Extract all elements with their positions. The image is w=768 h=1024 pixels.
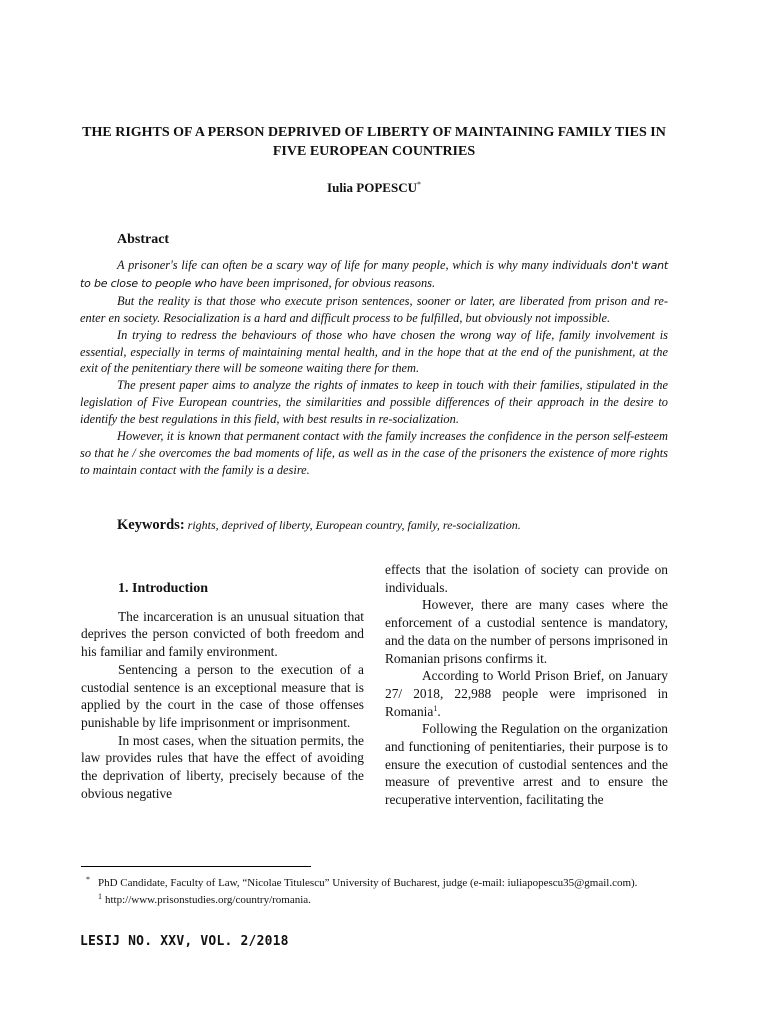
author-name: Iulia POPESCU <box>327 180 417 195</box>
footnote-mark: 1 <box>98 892 102 901</box>
body-paragraph <box>385 667 668 720</box>
keywords-values: rights, deprived of liberty, European country, family, re-socialization. <box>187 518 521 532</box>
keywords-label: Keywords: <box>117 517 185 533</box>
paper-title: THE RIGHTS OF A PERSON DEPRIVED OF LIBERTY OF MAINTAINING FAMILY TIES IN FIVE EUROPEAN COUNTRIES <box>82 125 666 159</box>
footnote-mark: * <box>86 875 90 884</box>
abstract-body <box>80 257 668 479</box>
right-column <box>385 561 668 809</box>
body-paragraph: The incarceration is an unusual situation that deprives the person convicted of both freedom and his familiar and family environment. <box>81 608 364 660</box>
left-column <box>81 561 364 802</box>
journal-footer: LESIJ NO. XXV, VOL. 2/2018 <box>80 934 289 949</box>
abstract-paragraph-3: In trying to redress the behaviours of those who have chosen the wrong way of life, family involvement is essential, especially in terms of maintaining mental health, and in the hope that at the end of the punishment, at the exit of the penitentiary there will be someone waiting there for them. <box>80 327 668 376</box>
keywords-line <box>117 517 677 534</box>
section-heading-introduction: 1. Introduction <box>118 581 208 596</box>
abstract-paragraph-2: But the reality is that those who execute prison sentences, sooner or later, are liberated from prison and re-enter en society. Resocialization is a hard and difficult process to be fulfilled, but obviously not impossible. <box>80 293 668 325</box>
footnote-link: http://www.prisonstudies.org/country/romania. <box>105 894 311 906</box>
abstract-paragraph-1 <box>80 257 668 293</box>
abstract-text: A prisoner's life can often be a scary way of life for many people, which is why many individuals <box>117 258 611 272</box>
footnote-text: PhD Candidate, Faculty of Law, “Nicolae Titulescu” University of Bucharest, judge (e-mail: iuliapopescu35@gmail.com). <box>98 877 638 889</box>
footnote-separator <box>81 866 311 867</box>
body-paragraph: In most cases, when the situation permits, the law provides rules that have the effect of avoiding the deprivation of liberty, precisely because of the obvious negative <box>81 732 364 801</box>
body-paragraph-continued: effects that the isolation of society can provide on individuals. <box>385 562 668 595</box>
author-line <box>80 180 668 196</box>
body-paragraph: However, there are many cases where the enforcement of a custodial sentence is mandatory, and the data on the number of persons imprisoned in Romanian prisons confirms it. <box>385 597 668 666</box>
body-text: . <box>437 703 441 719</box>
footnote-1 <box>80 890 668 907</box>
abstract-text: have been imprisoned, for obvious reasons. <box>216 275 436 290</box>
author-footnote-mark: * <box>416 180 421 189</box>
body-paragraph: Following the Regulation on the organization and functioning of penitentiaries, their purpose is to ensure the execution of custodial sentences and the measure of preventive arrest and to ensure the recuperative intervention, facilitating the <box>385 721 668 808</box>
footnote-author <box>80 873 668 890</box>
abstract-paragraph-5: However, it is known that permanent contact with the family increases the confidence in the person self-esteem so that he / she overcomes the bad moments of life, as well as in the case of the prisoners the existence of more rights to maintain contact with the family is a desire. <box>80 429 668 477</box>
abstract-paragraph-4: The present paper aims to analyze the rights of inmates to keep in touch with their families, stipulated in the legislation of Five European countries, the similarities and possible differences of their approach in the desire to identify the best regulations in this field, with best results in re-socialization. <box>80 378 668 427</box>
footnote-reference: 1 <box>433 703 438 713</box>
body-text: According to World Prison Brief, on January 27/ 2018, 22,988 people were imprisoned in Romania <box>385 668 668 719</box>
abstract-heading: Abstract <box>117 232 170 247</box>
footnotes <box>80 873 668 907</box>
body-paragraph: Sentencing a person to the execution of a custodial sentence is an exceptional measure that is applied by the court in the case of those offenses punishable by life imprisonment or imprisonment. <box>81 661 364 730</box>
abstract-text-sans: don't want to be close to people who <box>80 259 669 290</box>
